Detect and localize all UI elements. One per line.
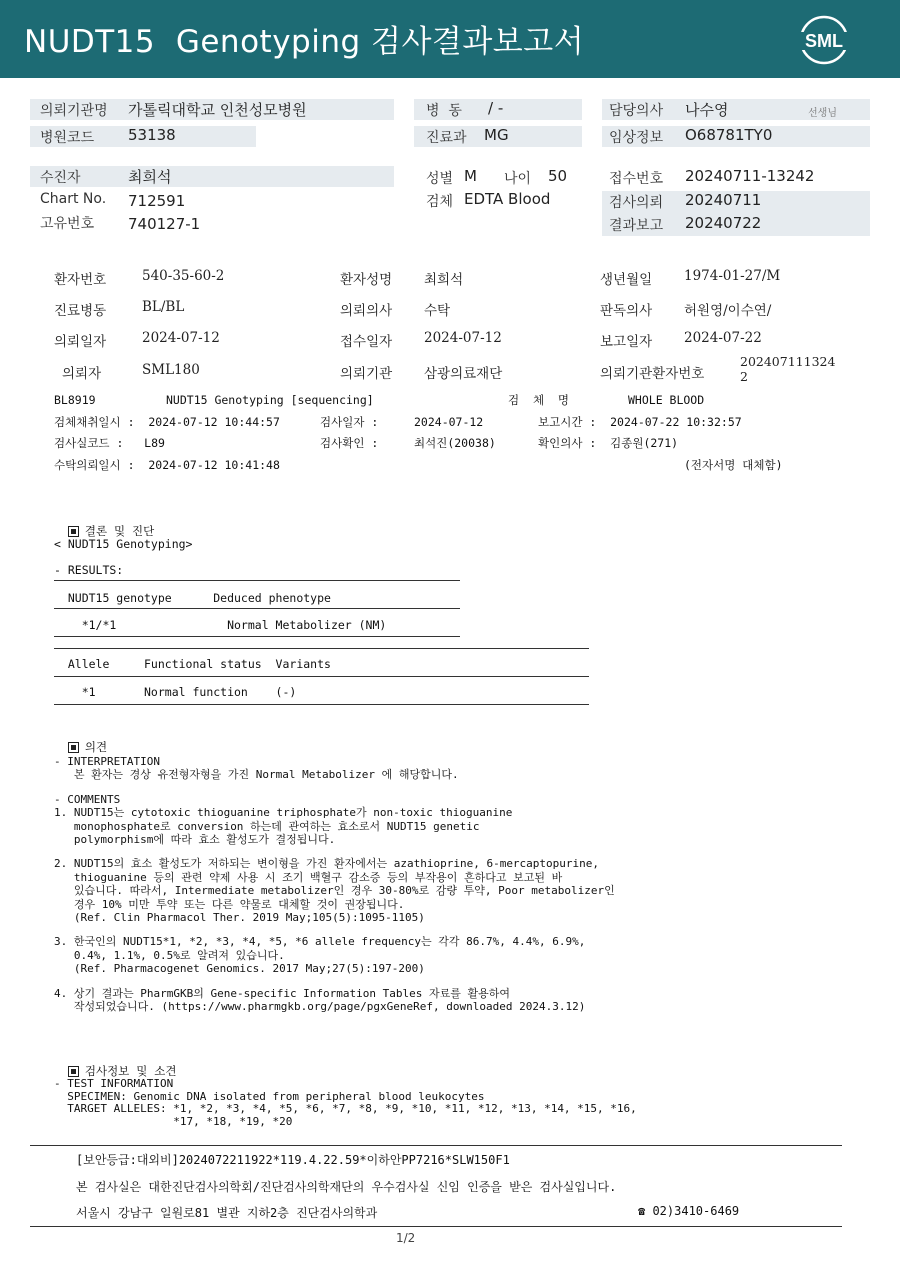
- clinical-label: 임상정보: [609, 130, 664, 146]
- hospital-code: 53138: [128, 126, 176, 144]
- specimen-label: 검체: [426, 194, 454, 210]
- logo-text: SML: [805, 31, 843, 51]
- patient-no: 540-35-60-2: [142, 268, 225, 284]
- report-title: NUDT15 Genotyping 검사결과보고서: [24, 24, 585, 60]
- section-square-icon: [68, 526, 79, 537]
- uid-value: 740127-1: [128, 215, 201, 233]
- consign-time: 수탁의뢰일시 : 2024-07-12 10:41:48: [54, 458, 280, 472]
- opinion-heading: [54, 727, 107, 754]
- patient-no-label: 환자번호: [54, 272, 107, 288]
- test-specimen: WHOLE BLOOD: [628, 393, 705, 407]
- detail-ward: BL/BL: [142, 299, 185, 315]
- opinion-line: 3. 한국인의 NUDT15*1, *2, *3, *4, *5, *6 allele frequency는 각각 86.7%, 4.4%, 6.9%,: [54, 935, 586, 949]
- req-doctor: 수탁: [424, 303, 451, 319]
- opinion-line: polymorphism에 따라 효소 활성도가 결정됩니다.: [54, 833, 336, 847]
- opinion-line: [54, 976, 615, 987]
- opinion-line: 경우 10% 미만 투약 또는 다른 약물로 대체할 것이 권장됩니다.: [54, 897, 405, 911]
- rule-line: [54, 580, 460, 581]
- dob: 1974-01-27/M: [684, 268, 781, 284]
- detail-ward-label: 진료병동: [54, 303, 107, 319]
- section-square-icon: [68, 742, 79, 753]
- opinion-line: monophosphate로 conversion 하는데 관여하는 효소로서 NUDT15 genetic: [54, 819, 480, 833]
- receipt-value: 20240711-13242: [685, 167, 815, 185]
- sml-logo: [798, 14, 850, 66]
- testinfo-line: - TEST INFORMATION: [54, 1077, 174, 1090]
- req-date: 2024-07-12: [142, 330, 220, 346]
- rule-line: [54, 676, 589, 677]
- opinion-line: thioguanine 등의 관련 약제 사용 시 조기 백혈구 감소증 등의 부작용이 흔하다고 보고된 바: [54, 870, 563, 884]
- examinee-value: 최희석: [128, 168, 172, 186]
- receipt-label: 접수번호: [609, 171, 664, 187]
- conclusion-heading-text: 결론 및 진단: [84, 523, 155, 538]
- chart-label: Chart No.: [40, 191, 107, 207]
- req-inst: 삼광의료재단: [424, 366, 503, 382]
- opinion-line: [54, 782, 615, 793]
- inst-patient-1: 202407111324: [740, 354, 836, 369]
- testinfo-heading: [54, 1051, 176, 1078]
- opinion-body: [54, 755, 615, 1014]
- sex-label: 성별: [426, 171, 454, 187]
- ward-label: 병 동: [426, 103, 462, 119]
- dept-value: MG: [484, 126, 509, 144]
- opinion-line: [54, 924, 615, 935]
- test-date-label: 검사일자 :: [320, 415, 379, 429]
- section-square-icon: [68, 1066, 79, 1077]
- certification-line: 본 검사실은 대한진단검사의학회/진단검사의학재단의 우수검사실 신임 인증을 받은 검사실입니다.: [76, 1180, 617, 1194]
- conclusion-subtitle: < NUDT15 Genotyping>: [54, 537, 193, 551]
- rule-line: [54, 648, 589, 649]
- reading-label: 판독의사: [600, 303, 653, 319]
- testinfo-line: *17, *18, *19, *20: [54, 1114, 293, 1128]
- opinion-line: (Ref. Clin Pharmacol Ther. 2019 May;105(5):1095-1105): [54, 911, 425, 925]
- testinfo-line: TARGET ALLELES: *1, *2, *3, *4, *5, *6, *7, *8, *9, *10, *11, *12, *13, *14, *15, *16,: [54, 1102, 637, 1115]
- sex-value: M: [464, 167, 477, 185]
- ward-value: / -: [488, 99, 504, 117]
- results-label: - RESULTS:: [54, 563, 124, 577]
- dept-label: 진료과: [426, 130, 467, 146]
- testinfo-body: [54, 1078, 637, 1128]
- opinion-line: 본 환자는 경상 유전형자형을 가진 Normal Metabolizer 에 해당합니다.: [54, 768, 459, 782]
- rpt-date-label: 보고일자: [600, 334, 653, 350]
- patient-name-label: 환자성명: [340, 272, 393, 288]
- phone-line: ☎ 02)3410-6469: [638, 1204, 740, 1218]
- clinical-value: O68781TY0: [685, 126, 773, 144]
- esign-note: (전자서명 대체함): [684, 458, 783, 472]
- request-value: 20240711: [685, 191, 762, 209]
- opinion-heading-text: 의견: [84, 739, 108, 754]
- requester-label: 의뢰자: [62, 366, 102, 382]
- inst-patient-2: 2: [740, 369, 748, 384]
- req-doctor-label: 의뢰의사: [340, 303, 393, 319]
- requester: SML180: [142, 362, 200, 378]
- test-confirm-label: 검사확인 :: [320, 436, 379, 450]
- conclusion-heading: [54, 511, 154, 538]
- dob-label: 생년월일: [600, 272, 653, 288]
- age-value: 50: [548, 167, 568, 185]
- rule-line: [54, 608, 460, 609]
- lab-code: 검사실코드 : L89: [54, 436, 165, 450]
- patient-name: 최희석: [424, 272, 464, 288]
- examinee-label: 수진자: [40, 170, 81, 186]
- age-label: 나이: [504, 171, 532, 187]
- uid-label: 고유번호: [40, 216, 95, 232]
- doctor-suffix: 선생님: [808, 108, 837, 119]
- test-specimen-label: 검 체 명: [508, 393, 570, 407]
- testinfo-heading-text: 검사정보 및 소견: [84, 1063, 177, 1078]
- req-institution-label: 의뢰기관명: [40, 103, 108, 119]
- opinion-line: 2. NUDT15의 효소 활성도가 저하되는 변이형을 가진 환자에서는 azathioprine, 6-mercaptopurine,: [54, 857, 600, 871]
- hospital-code-label: 병원코드: [40, 130, 95, 146]
- test-code: BL8919: [54, 393, 96, 407]
- report-header: [0, 0, 900, 78]
- doctor-label: 담당의사: [609, 103, 664, 119]
- opinion-line: 0.4%, 1.1%, 0.5%로 알려져 있습니다.: [54, 948, 285, 962]
- footer-rule: [30, 1145, 842, 1146]
- opinion-line: 1. NUDT15는 cytotoxic thioguanine triphosphate가 non-toxic thioguanine: [54, 806, 513, 820]
- report-label: 결과보고: [609, 218, 664, 234]
- rcv-date-label: 접수일자: [340, 334, 393, 350]
- req-inst-label: 의뢰기관: [340, 366, 393, 382]
- test-name: NUDT15 Genotyping [sequencing]: [166, 393, 374, 407]
- examinee-box: [30, 166, 394, 187]
- opinion-line: - INTERPRETATION: [54, 755, 160, 768]
- opinion-line: 4. 상기 결과는 PharmGKB의 Gene-specific Information Tables 자료를 활용하여: [54, 986, 511, 1000]
- chart-value: 712591: [128, 192, 186, 210]
- rule-line: [54, 636, 460, 637]
- testinfo-line: SPECIMEN: Genomic DNA isolated from peripheral blood leukocytes: [54, 1089, 485, 1103]
- allele-table-row: *1 Normal function (-): [54, 685, 297, 699]
- opinion-line: 있습니다. 따라서, Intermediate metabolizer인 경우 30-80%로 감량 투약, Poor metabolizer인: [54, 884, 615, 898]
- req-institution: 가톨릭대학교 인천성모병원: [128, 101, 307, 119]
- specimen-value: EDTA Blood: [464, 190, 551, 208]
- inst-patient-label: 의뢰기관환자번호: [600, 366, 705, 382]
- reading: 허원영/이수연/: [684, 303, 772, 319]
- opinion-line: 작성되었습니다. (https://www.pharmgkb.org/page/pgxGeneRef, downloaded 2024.3.12): [54, 1000, 586, 1014]
- doctor-value: 나수영: [685, 101, 729, 119]
- report-value: 20240722: [685, 214, 762, 232]
- rule-line: [54, 704, 589, 705]
- address-line: 서울시 강남구 일원로81 별관 지하2층 진단검사의학과: [76, 1206, 378, 1220]
- footer-rule: [30, 1226, 842, 1227]
- rcv-date: 2024-07-12: [424, 330, 502, 346]
- test-date: 2024-07-12: [414, 415, 484, 429]
- collect-time: 검체채취일시 : 2024-07-12 10:44:57: [54, 415, 280, 429]
- genotype-table-header: NUDT15 genotype Deduced phenotype: [54, 591, 331, 605]
- request-label: 검사의뢰: [609, 195, 664, 211]
- rpt-date: 2024-07-22: [684, 330, 762, 346]
- allele-table-header: Allele Functional status Variants: [54, 657, 331, 671]
- opinion-line: (Ref. Pharmacogenet Genomics. 2017 May;27(5):197-200): [54, 962, 425, 976]
- security-line: [보안등급:대외비]2024072211922*119.4.22.59*이하안PP7216*SLW150F1: [76, 1153, 510, 1167]
- opinion-line: - COMMENTS: [54, 792, 121, 806]
- req-date-label: 의뢰일자: [54, 334, 107, 350]
- page-number: 1/2: [396, 1231, 416, 1245]
- test-confirm: 최석진(20038): [414, 436, 496, 450]
- genotype-table-row: *1/*1 Normal Metabolizer (NM): [54, 618, 387, 632]
- report-time: 보고시간 : 2024-07-22 10:32:57: [538, 415, 742, 429]
- opinion-line: [54, 846, 615, 857]
- confirm-doctor: 확인의사 : 김종원(271): [538, 436, 679, 450]
